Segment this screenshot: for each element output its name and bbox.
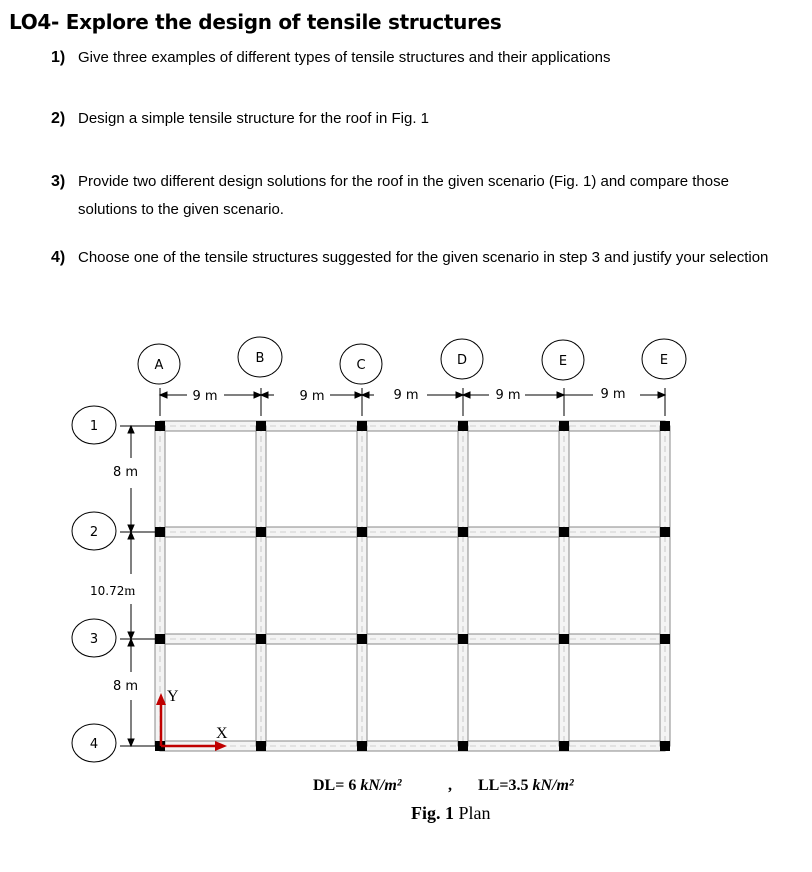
column [559, 741, 569, 751]
column [559, 634, 569, 644]
question-text: Choose one of the tensile structures suggested for the given scenario in step 3 and justify your selection [78, 249, 769, 266]
column [155, 634, 165, 644]
column [357, 527, 367, 537]
column [458, 421, 468, 431]
bay-spacing: 9 m [495, 388, 521, 403]
column-label-c: C [356, 358, 366, 373]
column-label-f: E [659, 353, 669, 368]
column [559, 421, 569, 431]
figure-caption: Fig. 1 Plan [411, 803, 491, 823]
row-label-3: 3 [89, 632, 99, 647]
column [155, 527, 165, 537]
column [660, 421, 670, 431]
question-number: 4) [51, 249, 66, 266]
row-label-4: 4 [89, 737, 99, 752]
beams-horizontal [160, 421, 665, 751]
column [660, 527, 670, 537]
load-separator: , [448, 777, 452, 794]
row-spacing: 8 m [113, 465, 139, 480]
column [357, 634, 367, 644]
bay-spacing: 9 m [299, 389, 325, 404]
dead-load: DL= 6 kN/m² [313, 777, 402, 794]
row-spacing: 8 m [113, 679, 139, 694]
question-text: Design a simple tensile structure for the roof in Fig. 1 [78, 110, 429, 127]
column [559, 527, 569, 537]
column [660, 741, 670, 751]
question-text: Provide two different design solutions for the roof in the given scenario (Fig. 1) and compare those solutions to the given scenario. [78, 173, 729, 218]
column-label-b: B [255, 351, 265, 366]
column [660, 634, 670, 644]
question-number: 1) [51, 49, 66, 66]
row-spacing: 10.72m [90, 584, 136, 599]
column [256, 634, 266, 644]
axis-x-label: X [216, 725, 228, 742]
column-grid-labels [138, 337, 686, 384]
column [458, 527, 468, 537]
bay-spacing: 9 m [600, 387, 626, 402]
column [458, 634, 468, 644]
column [458, 741, 468, 751]
column-label-e: E [558, 354, 568, 369]
live-load: LL=3.5 kN/m² [478, 777, 574, 794]
column [155, 421, 165, 431]
page-heading: LO4- Explore the design of tensile structures [9, 10, 502, 34]
question-number: 3) [51, 173, 66, 190]
bay-spacing: 9 m [192, 389, 218, 404]
column-label-a: A [154, 358, 164, 373]
question-text: Give three examples of different types of tensile structures and their applications [78, 49, 611, 66]
bay-spacing: 9 m [393, 388, 419, 403]
column-label-d: D [456, 353, 468, 368]
column [256, 527, 266, 537]
columns [155, 421, 670, 751]
row-label-1: 1 [89, 419, 99, 434]
column [357, 421, 367, 431]
column [256, 421, 266, 431]
axis-y-label: Y [167, 688, 179, 705]
column [357, 741, 367, 751]
row-label-2: 2 [89, 525, 99, 540]
question-number: 2) [51, 110, 66, 127]
column [256, 741, 266, 751]
beams-vertical [155, 426, 670, 746]
